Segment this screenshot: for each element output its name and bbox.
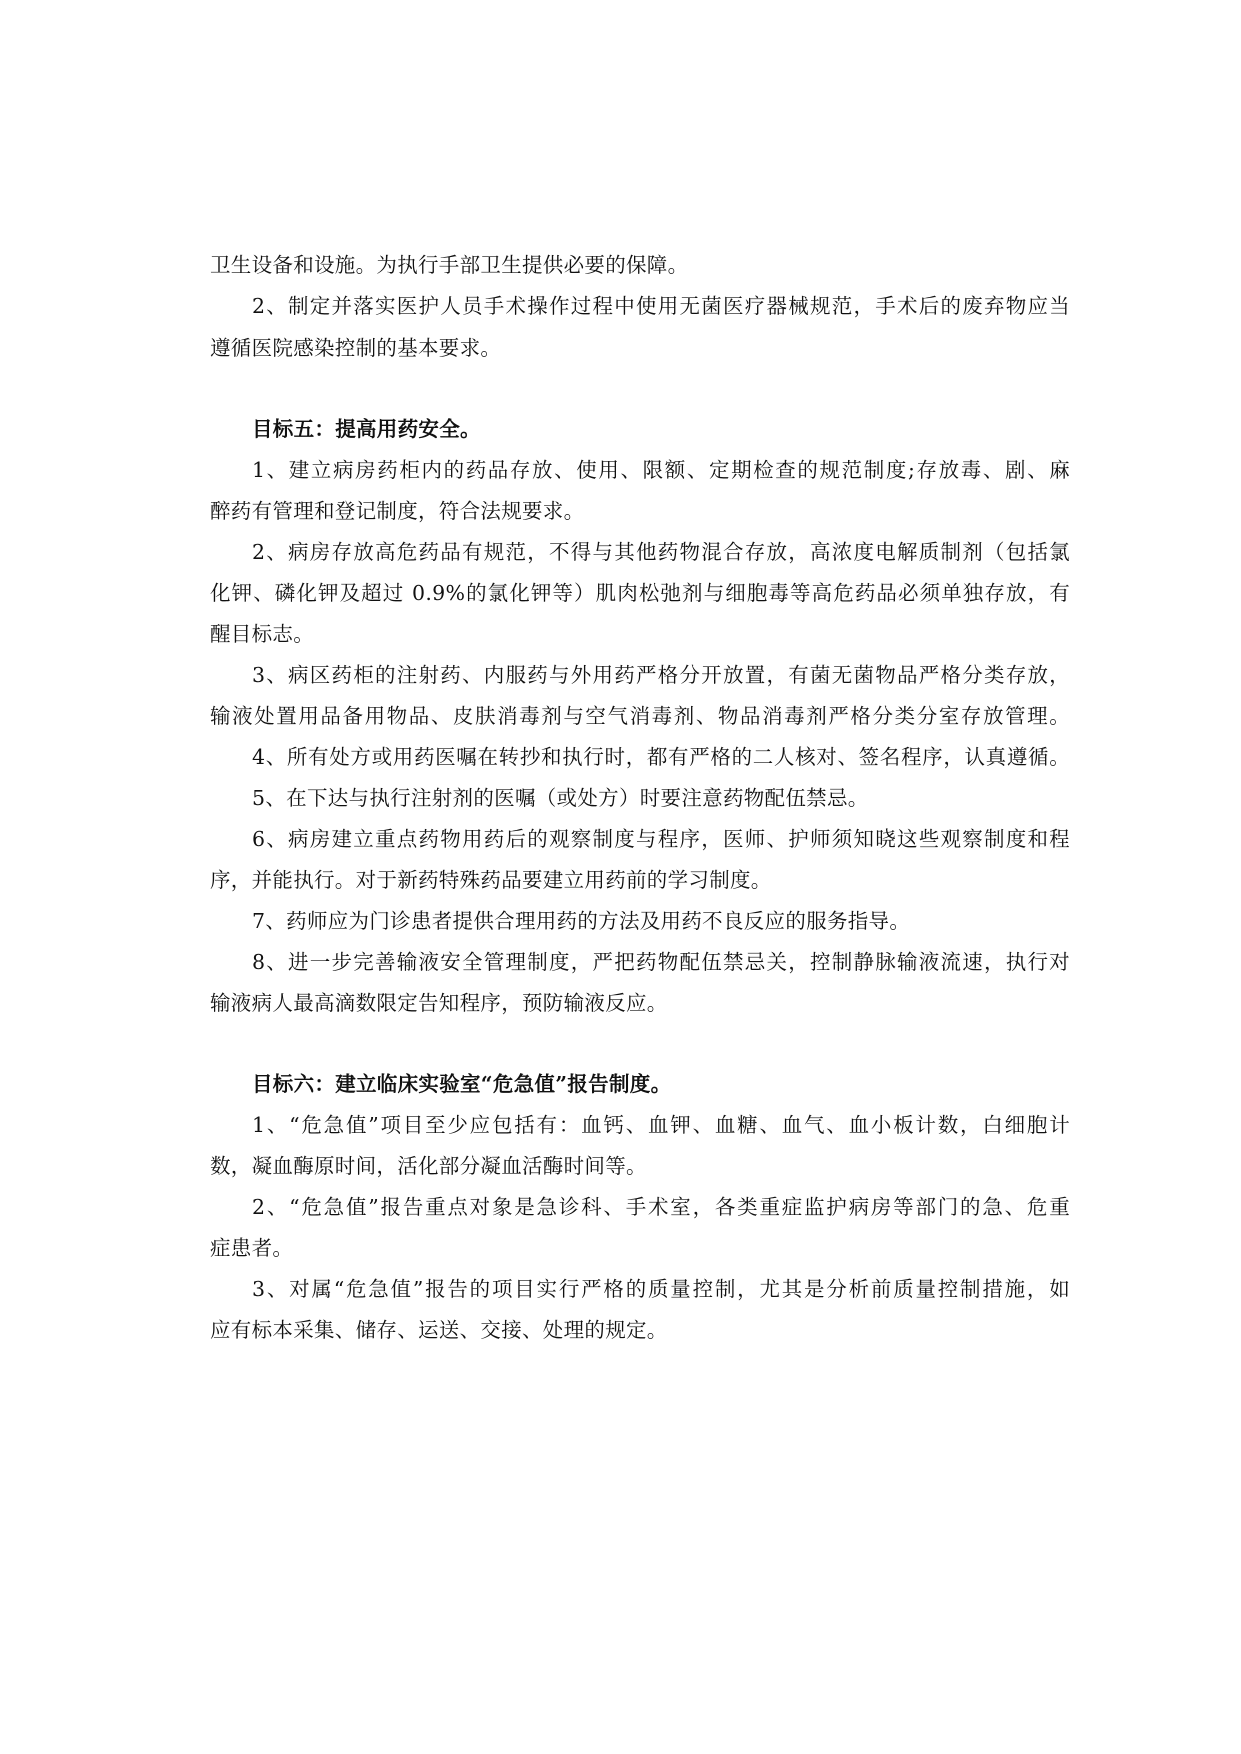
list-item-line: 应有标本采集、储存、运送、交接、处理的规定。 [210,1318,668,1342]
list-item-line: 3、病区药柜的注射药、内服药与外用药严格分开放置，有菌无菌物品严格分类存放， [252,663,1070,687]
list-item-line: 输液处置用品备用物品、皮肤消毒剂与空气消毒剂、物品消毒剂严格分类分室存放管理。 [210,704,1070,728]
list-item-line: 化钾、磷化钾及超过 0.9%的氯化钾等）肌肉松弛剂与细胞毒等高危药品必须单独存放，有 [210,581,1070,605]
list-item-line: 2、病房存放高危药品有规范，不得与其他药物混合存放，高浓度电解质制剂（包括氯 [252,540,1070,564]
section-heading-goal5: 目标五：提高用药安全。 [252,417,481,441]
paragraph-line: 卫生设备和设施。为执行手部卫生提供必要的保障。 [210,253,689,277]
list-item-line: 3、对属“危急值”报告的项目实行严格的质量控制，尤其是分析前质量控制措施，如 [252,1277,1070,1301]
paragraph-line: 遵循医院感染控制的基本要求。 [210,336,502,360]
list-item-line: 序，并能执行。对于新药特殊药品要建立用药前的学习制度。 [210,868,772,892]
section-heading-goal6: 目标六：建立临床实验室“危急值”报告制度。 [252,1072,672,1096]
list-item-line: 8、进一步完善输液安全管理制度，严把药物配伍禁忌关，控制静脉输液流速，执行对 [252,950,1070,974]
list-item-line: 5、在下达与执行注射剂的医嘱（或处方）时要注意药物配伍禁忌。 [252,786,869,810]
list-item-line: 醉药有管理和登记制度，符合法规要求。 [210,499,585,523]
list-item-line: 1、建立病房药柜内的药品存放、使用、限额、定期检查的规范制度;存放毒、剧、麻 [252,458,1070,482]
paragraph-line: 2、制定并落实医护人员手术操作过程中使用无菌医疗器械规范，手术后的废弃物应当 [252,294,1070,318]
list-item-line: 6、病房建立重点药物用药后的观察制度与程序，医师、护师须知晓这些观察制度和程 [252,827,1070,851]
list-item-line: 数，凝血酶原时间，活化部分凝血活酶时间等。 [210,1154,647,1178]
list-item-line: 7、药师应为门诊患者提供合理用药的方法及用药不良反应的服务指导。 [252,909,911,933]
list-item-line: 2、“危急值”报告重点对象是急诊科、手术室，各类重症监护病房等部门的急、危重 [252,1195,1070,1219]
list-item-line: 4、所有处方或用药医嘱在转抄和执行时，都有严格的二人核对、签名程序，认真遵循。 [252,745,1070,769]
list-item-line: 输液病人最高滴数限定告知程序，预防输液反应。 [210,991,668,1015]
list-item-line: 症患者。 [210,1236,294,1260]
list-item-line: 1、“危急值”项目至少应包括有：血钙、血钾、血糖、血气、血小板计数，白细胞计 [252,1113,1070,1137]
list-item-line: 醒目标志。 [210,622,314,646]
